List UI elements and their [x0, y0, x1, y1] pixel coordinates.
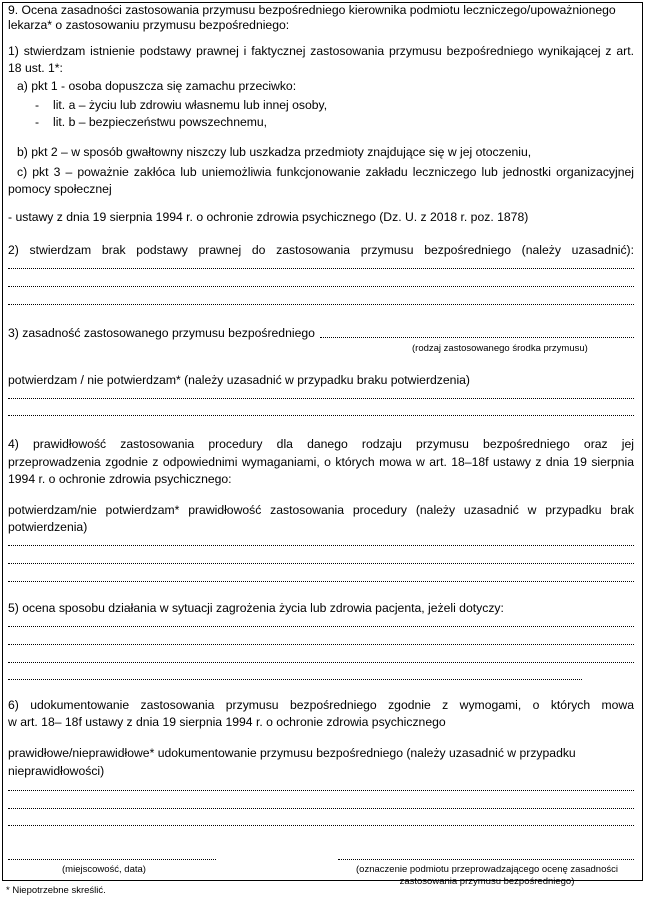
dotted-line: [8, 807, 634, 809]
section-9-title-line2: lekarza* o zastosowaniu przymusu bezpośredniego:: [8, 18, 290, 32]
point-5-text: 5) ocena sposobu działania w sytuacji zagrożenia życia lub zdrowia pacjenta, jeżeli dotyczy:: [8, 601, 504, 615]
point-4-confirm-line1: potwierdzam/nie potwierdzam* prawidłowość zastosowania procedury (należy uzasadnić w przypadku brak: [8, 503, 634, 517]
point-6-line1: 6) udokumentowanie zastosowania przymusu bezpośredniego zgodnie z wymogami, o których mowa: [8, 698, 634, 712]
point-1-item-b: b) pkt 2 – w sposób gwałtowny niszczy lub uszkadza przedmioty znajdujące się w jej otoczeniu,: [17, 145, 532, 159]
dotted-line: [8, 267, 634, 269]
place-date-caption: (miejscowość, data): [62, 864, 146, 875]
entity-caption: [342, 864, 632, 888]
entity-caption-line2: zastosowania przymusu bezpośredniego): [399, 876, 575, 887]
point-1-statute: - ustawy z dnia 19 sierpnia 1994 r. o ochronie zdrowia psychicznego (Dz. U. z 2018 r. poz. 1878): [8, 210, 529, 224]
point-6-confirm-line2: nieprawidłowości): [8, 764, 105, 778]
dash-1: -: [35, 98, 40, 112]
point-1-item-a: a) pkt 1 - osoba dopuszcza się zamachu przeciwko:: [17, 79, 297, 93]
point-1-line1: 1) stwierdzam istnienie podstawy prawnej i faktycznej zastosowania przymusu bezpośredniego wynikającej z art.: [8, 44, 634, 58]
point-6-line2: w art. 18– 18f ustawy z dnia 19 sierpnia 1994 r. o ochronie zdrowia psychicznego: [8, 715, 446, 729]
dotted-line: [8, 789, 634, 791]
dotted-line: [8, 678, 582, 680]
dotted-line: [8, 285, 634, 287]
entity-caption-line1: (oznaczenie podmiotu przeprowadzającego ocenę zasadności: [356, 864, 618, 875]
point-1-item-c-line1: c) pkt 3 – poważnie zakłóca lub uniemożliwia funkcjonowanie zakładu leczniczego lub jednostki organizacyjnej: [17, 165, 634, 179]
dotted-line: [8, 580, 634, 582]
dotted-line: [8, 544, 634, 546]
dotted-line: [8, 643, 634, 645]
point-4-confirm-line2: potwierdzenia): [8, 520, 88, 534]
footnote: * Niepotrzebne skreślić.: [6, 885, 106, 896]
dotted-line: [8, 414, 634, 416]
point-3-text: 3) zasadność zastosowanego przymusu bezpośredniego: [8, 326, 315, 340]
dotted-line: [320, 336, 634, 338]
point-1-item-c-line2: pomocy społecznej: [8, 182, 112, 196]
point-4-line1: 4) prawidłowość zastosowania procedury dla danego rodzaju przymusu bezpośredniego oraz jej: [8, 437, 634, 451]
point-3-confirm: potwierdzam / nie potwierdzam* (należy uzasadnić w przypadku braku potwierdzenia): [8, 373, 470, 387]
point-2-text: 2) stwierdzam brak podstawy prawnej do zastosowania przymusu bezpośredniego (należy uzasadnić):: [8, 243, 634, 257]
dotted-line: [8, 397, 634, 399]
dotted-line: [8, 625, 634, 627]
section-9-title-line1: 9. Ocena zasadności zastosowania przymusu bezpośredniego kierownika podmiotu leczniczego/upoważnionego: [8, 3, 616, 17]
dotted-line: [8, 303, 634, 305]
point-3-caption: (rodzaj zastosowanego środka przymusu): [412, 343, 588, 354]
point-1-item-a-lit-b: lit. b – bezpieczeństwu powszechnemu,: [53, 115, 268, 129]
point-1-item-a-lit-a: lit. a – życiu lub zdrowiu własnemu lub innej osoby,: [53, 98, 328, 112]
dotted-line: [8, 562, 634, 564]
dotted-line: [8, 824, 634, 826]
point-6-confirm-line1: prawidłowe/nieprawidłowe* udokumentowanie przymusu bezpośredniego (należy uzasadnić w przypadku: [8, 746, 576, 760]
point-4-line3: 1994 r. o ochronie zdrowia psychicznego:: [8, 472, 232, 486]
signature-line-place-date: [8, 858, 216, 860]
point-1-line2: 18 ust. 1*:: [8, 61, 63, 75]
dotted-line: [8, 661, 634, 663]
point-4-line2: przeprowadzenia zgodnie z odpowiednimi wymaganiami, o których mowa w art. 18–18f ustawy z dnia 19 sierpnia: [8, 455, 634, 469]
signature-line-entity: [338, 858, 634, 860]
dash-2: -: [35, 115, 40, 129]
